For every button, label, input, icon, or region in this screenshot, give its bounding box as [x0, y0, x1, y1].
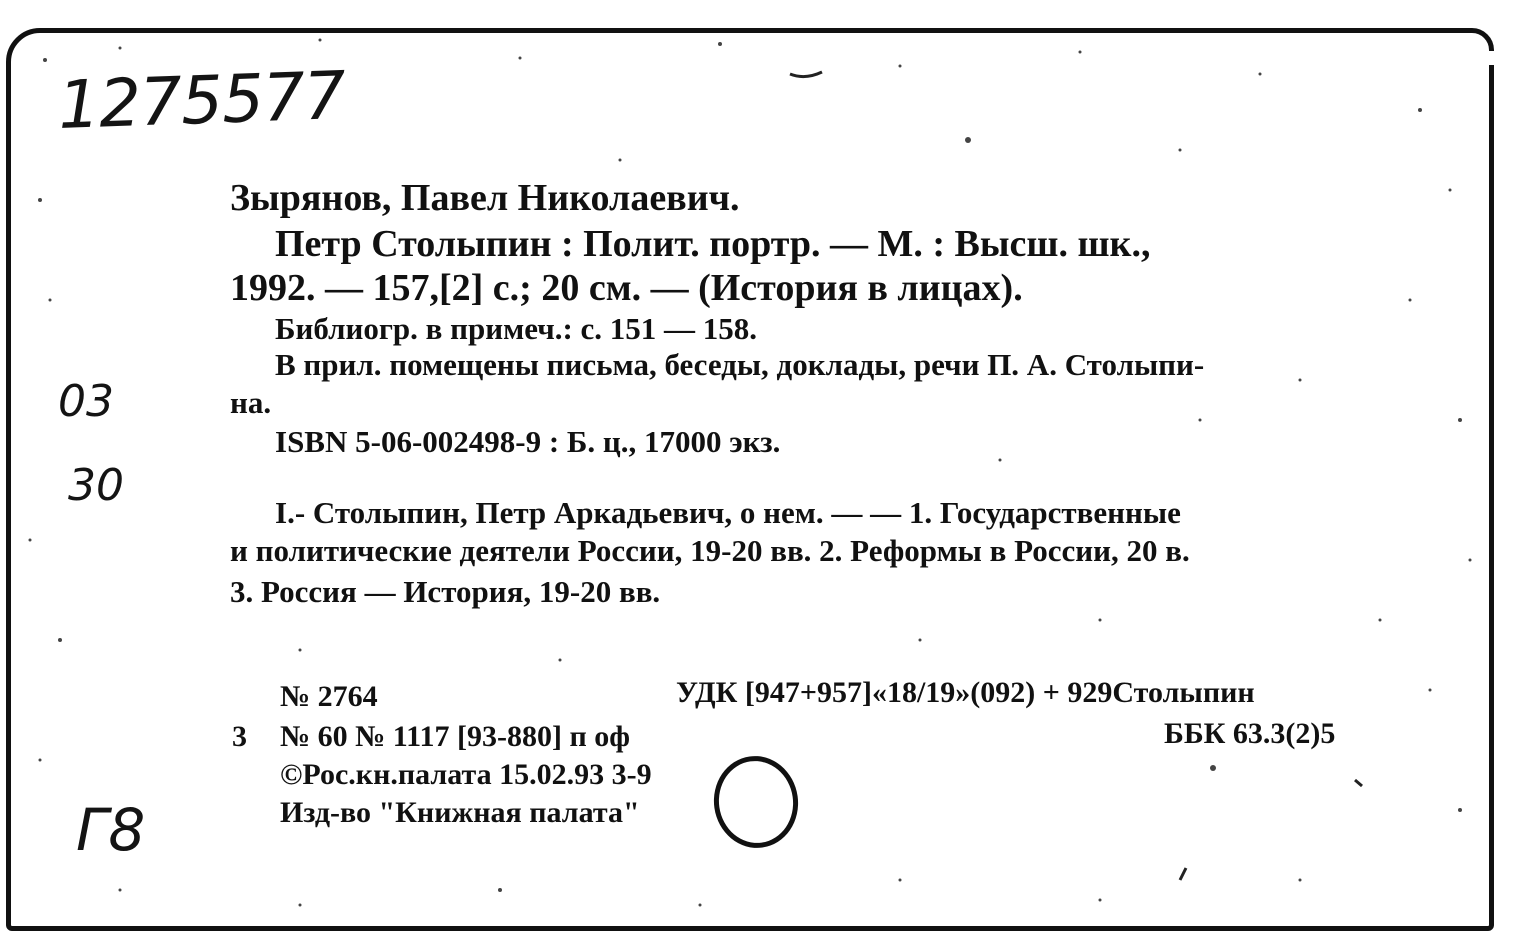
- handwritten-margin-code-2: 30: [68, 460, 124, 511]
- handwritten-margin-code-3: Г8: [76, 796, 146, 864]
- footer-bbk: ББК 63.3(2)5: [1164, 717, 1336, 750]
- record-note-bibliography: Библиогр. в примеч.: с. 151 — 158.: [275, 311, 758, 346]
- footer-order-line: № 60 № 1117 [93-880] п оф: [280, 720, 630, 753]
- record-author: Зырянов, Павел Николаевич.: [230, 177, 740, 219]
- footer-prefix: 3: [232, 720, 247, 753]
- footer-chamber: ©Рос.кн.палата 15.02.93 3-9: [280, 758, 652, 791]
- record-title-line-2: 1992. — 157,[2] с.; 20 см. — (История в лицах).: [230, 267, 1023, 309]
- footer-udk: УДК [947+957]«18/19»(092) + 929Столыпин: [676, 676, 1255, 709]
- handwritten-inventory-number: 1275577: [56, 57, 347, 144]
- record-subjects-line-3: 3. Россия — История, 19-20 вв.: [230, 574, 661, 609]
- record-note-appendix-line-1: В прил. помещены письма, беседы, доклады, речи П. А. Столыпи-: [275, 347, 1205, 382]
- record-isbn: ISBN 5-06-002498-9 : Б. ц., 17000 экз.: [275, 424, 781, 459]
- footer-number: № 2764: [280, 680, 378, 713]
- record-title-line-1: Петр Столыпин : Полит. портр. — М. : Высш. шк.,: [275, 223, 1151, 265]
- handwritten-margin-code-1: 03: [58, 376, 114, 427]
- footer-publisher: Изд-во "Книжная палата": [280, 796, 640, 829]
- record-note-appendix-line-2: на.: [230, 385, 272, 420]
- record-subjects-line-1: I.- Столыпин, Петр Аркадьевич, о нем. — — 1. Государственные: [275, 495, 1181, 530]
- record-subjects-line-2: и политические деятели России, 19-20 вв. 2. Реформы в России, 20 в.: [230, 533, 1190, 568]
